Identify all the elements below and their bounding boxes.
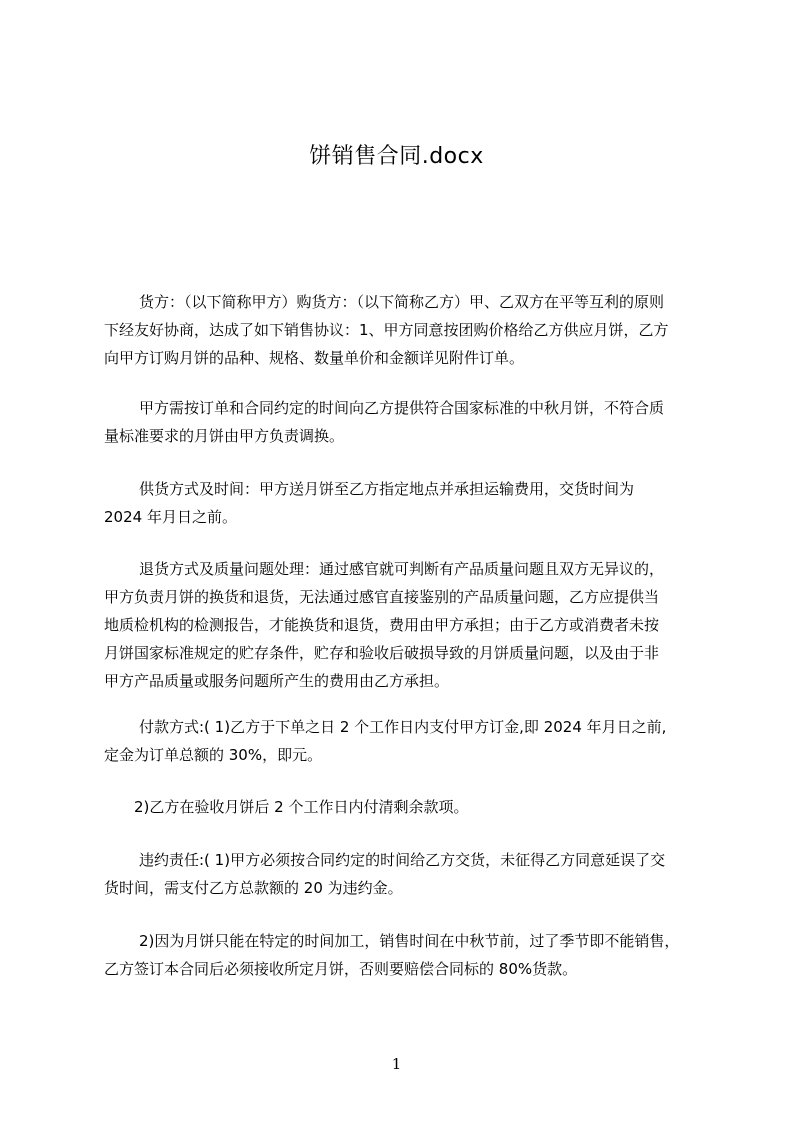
paragraph-quality-standard <box>104 394 704 450</box>
paragraph-breach-acceptance <box>104 927 704 983</box>
paragraph-line: 货方：（以下简称甲方）购货方：（以下简称乙方）甲、乙双方在平等互利的原则 <box>139 293 665 311</box>
paragraph-line: 下经友好协商，达成了如下销售协议：1、甲方同意按团购价格给乙方供应月饼，乙方 <box>104 321 669 339</box>
paragraph-line: 甲方产品质量或服务问题所产生的费用由乙方承担。 <box>104 672 450 690</box>
paragraph-line: 地质检机构的检测报告，才能换货和退货，费用由甲方承担；由于乙方或消费者未按 <box>104 616 660 634</box>
paragraph-breach <box>104 846 704 902</box>
paragraph-line: 2024 年月日之前。 <box>104 508 237 526</box>
paragraph-line: 付款方式:( 1)乙方于下单之日 2 个工作日内支付甲方订金,即 2024 年月日之前, <box>139 718 667 736</box>
paragraph-returns <box>104 555 704 695</box>
paragraph-delivery <box>104 475 704 531</box>
paragraph-line: 甲方需按订单和合同约定的时间向乙方提供符合国家标准的中秋月饼，不符合质 <box>139 399 665 417</box>
paragraph-line: 违约责任:( 1)甲方必须按合同约定的时间给乙方交货，未征得乙方同意延误了交 <box>139 851 666 869</box>
page-number: 1 <box>391 1055 402 1073</box>
paragraph-line: 月饼国家标准规定的贮存条件，贮存和验收后破损导致的月饼质量问题，以及由于非 <box>104 644 660 662</box>
document-title: 饼销售合同.docx <box>309 144 484 169</box>
paragraph-line: 定金为订单总额的 30%，即元。 <box>104 746 323 764</box>
paragraph-line: 向甲方订购月饼的品种、规格、数量单价和金额详见附件订单。 <box>104 349 525 367</box>
paragraph-payment <box>104 713 704 769</box>
paragraph-payment-balance <box>104 793 704 821</box>
paragraph-line: 供货方式及时间：甲方送月饼至乙方指定地点并承担运输费用，交货时间为 <box>139 480 635 498</box>
paragraph-line: 量标准要求的月饼由甲方负责调换。 <box>104 427 345 445</box>
paragraph-line: 2)乙方在验收月饼后 2 个工作日内付清剩余款项。 <box>134 798 469 816</box>
paragraph-line: 货时间，需支付乙方总款额的 20 为违约金。 <box>104 879 403 897</box>
paragraph-parties <box>104 288 704 372</box>
paragraph-line: 2)因为月饼只能在特定的时间加工，销售时间在中秋节前，过了季节即不能销售， <box>139 932 680 950</box>
paragraph-line: 乙方签订本合同后必须接收所定月饼，否则要赔偿合同标的 80%货款。 <box>104 960 578 978</box>
paragraph-line: 甲方负责月饼的换货和退货，无法通过感官直接鉴别的产品质量问题，乙方应提供当 <box>104 588 660 606</box>
paragraph-line: 退货方式及质量问题处理：通过感官就可判断有产品质量问题且双方无异议的， <box>139 560 665 578</box>
